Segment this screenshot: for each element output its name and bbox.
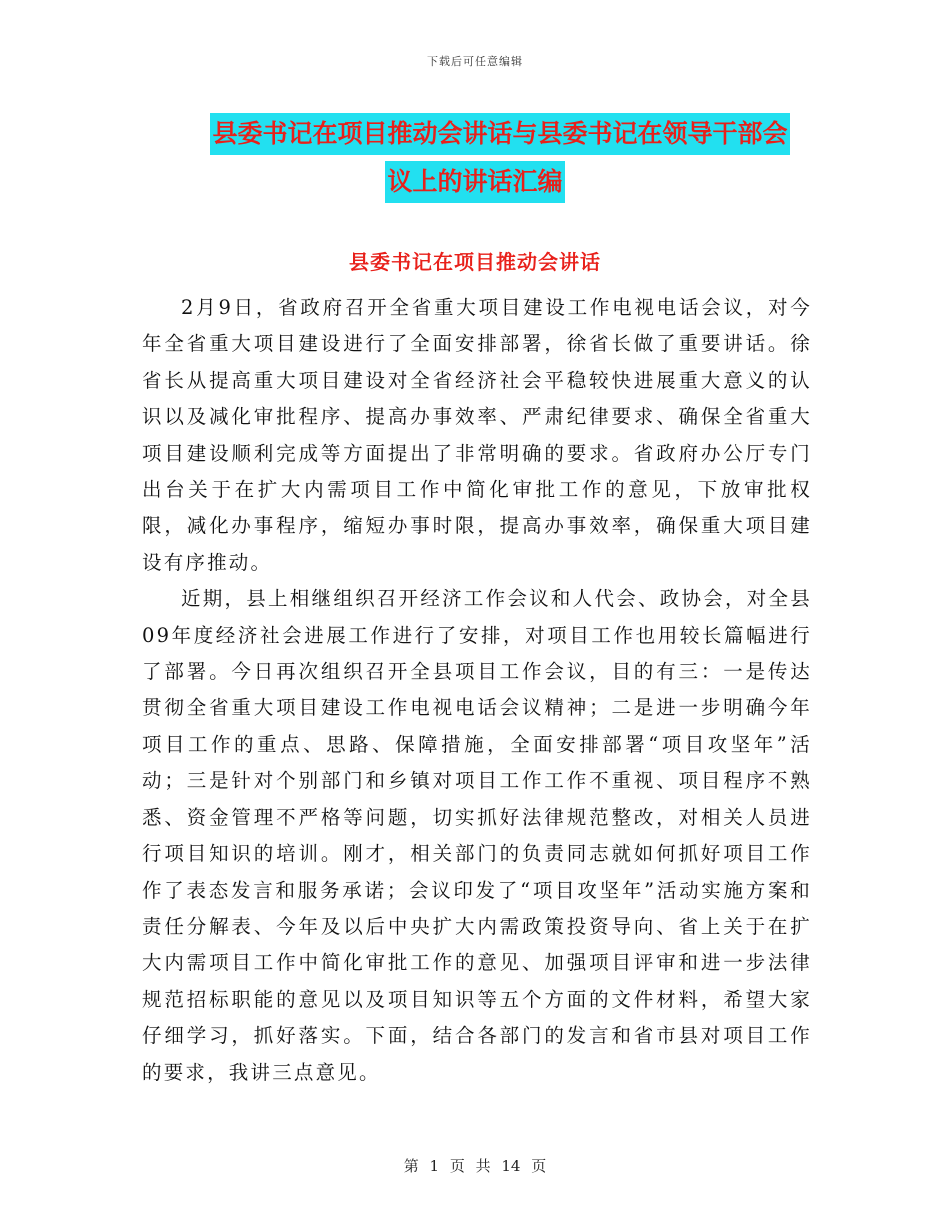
section-title: 县委书记在项目推动会讲话 <box>349 250 601 274</box>
document-title <box>0 110 950 206</box>
header-note: 下载后可任意编辑 <box>427 55 523 68</box>
document-title-line1: 县委书记在项目推动会讲话与县委书记在领导干部会 <box>210 113 789 155</box>
document-title-line2: 议上的讲话汇编 <box>385 161 564 203</box>
paragraph: 2月9日，省政府召开全省重大项目建设工作电视电话会议，对今年全省重大项目建设进行了全面安排部署，徐省长做了重要讲话。徐省长从提高重大项目建设对全省经济社会平稳较快进展重大意义的认识以及减化审批程序、提高办事效率、严肃纪律要求、确保全省重大项目建设顺利完成等方面提出了非常明确的要求。省政府办公厅专门出台关于在扩大内需项目工作中简化审批工作的意见，下放审批权限，减化办事程序，缩短办事时限，提高办事效率，确保重大项目建设有序推动。 <box>142 296 812 574</box>
page-number: 第 1 页 共 14 页 <box>403 1157 547 1175</box>
document-body <box>142 290 812 1091</box>
paragraph: 近期，县上相继组织召开经济工作会议和人代会、政协会，对全县09年度经济社会进展工作进行了安排，对项目工作也用较长篇幅进行了部署。今日再次组织召开全县项目工作会议，目的有三：一是传达贯彻全省重大项目建设工作电视电话会议精神；二是进一步明确今年项目工作的重点、思路、保障措施，全面安排部署“项目攻坚年”活动；三是针对个别部门和乡镇对项目工作工作不重视、项目程序不熟悉、资金管理不严格等问题，切实抓好法律规范整改，对相关人员进行项目知识的培训。刚才，相关部门的负责同志就如何抓好项目工作作了表态发言和服务承诺；会议印发了“项目攻坚年”活动实施方案和责任分解表、今年及以后中央扩大内需政策投资导向、省上关于在扩大内需项目工作中简化审批工作的意见、加强项目评审和进一步法律规范招标职能的意见以及项目知识等五个方面的文件材料，希望大家仔细学习，抓好落实。下面，结合各部门的发言和省市县对项目工作的要求，我讲三点意见。 <box>142 587 812 1084</box>
